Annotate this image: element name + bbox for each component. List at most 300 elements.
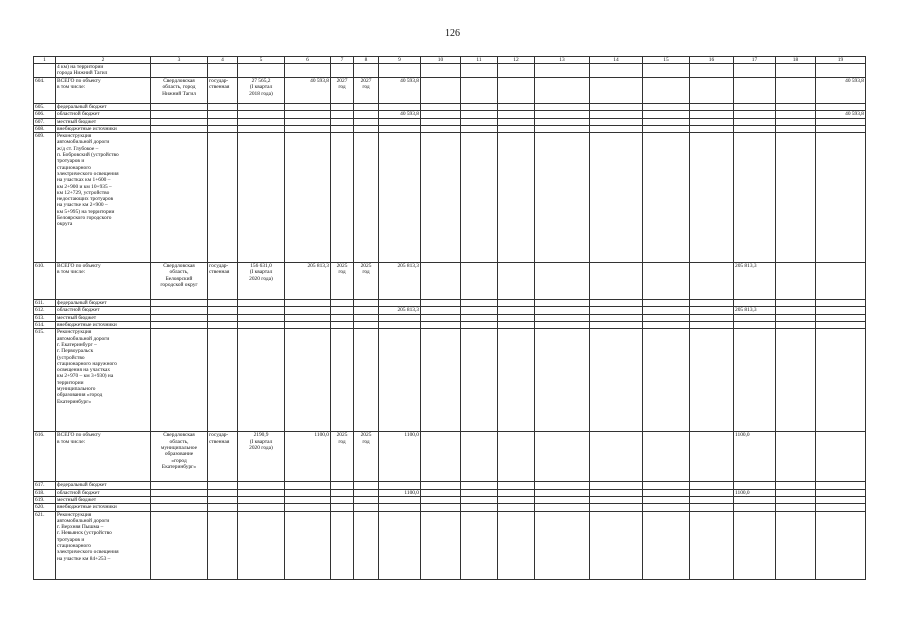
table-cell xyxy=(535,104,590,111)
column-header: 6 xyxy=(285,57,331,64)
table-cell xyxy=(379,125,421,132)
table-cell xyxy=(151,300,208,307)
table-cell xyxy=(208,104,238,111)
table-cell xyxy=(461,263,498,300)
table-cell xyxy=(461,329,498,432)
table-cell xyxy=(461,133,498,263)
table-cell xyxy=(734,64,776,78)
table-cell xyxy=(498,307,535,314)
table-row xyxy=(34,111,866,118)
table-cell: 4 км) на территории города Нижний Тагил xyxy=(56,64,151,78)
table-row xyxy=(34,64,866,78)
table-cell xyxy=(776,307,816,314)
table-cell xyxy=(421,125,461,132)
table-cell xyxy=(498,482,535,489)
table-cell xyxy=(776,432,816,482)
table-cell xyxy=(354,118,379,125)
table-cell xyxy=(208,125,238,132)
table-cell xyxy=(461,78,498,104)
table-cell xyxy=(208,111,238,118)
table-cell xyxy=(34,64,56,78)
table-cell xyxy=(379,322,421,329)
table-cell xyxy=(285,314,331,321)
table-cell xyxy=(238,322,285,329)
table-cell: 205 813,3 xyxy=(734,307,776,314)
table-cell xyxy=(690,104,734,111)
table-cell: Свердловская область, муниципальное образование «город Екатеринбург» xyxy=(151,432,208,482)
table-cell xyxy=(238,64,285,78)
table-cell xyxy=(285,496,331,503)
table-cell xyxy=(421,314,461,321)
table-cell xyxy=(776,496,816,503)
table-cell xyxy=(421,322,461,329)
table-cell: ВСЕГО по объекту в том числе: xyxy=(56,263,151,300)
table-cell xyxy=(498,125,535,132)
table-cell: 27 565,2 (I квартал 2018 года) xyxy=(238,78,285,104)
table-cell xyxy=(421,104,461,111)
table-cell: 1100,0 xyxy=(379,489,421,496)
table-cell xyxy=(776,329,816,432)
table-cell xyxy=(461,496,498,503)
table-cell xyxy=(590,511,643,579)
table-cell xyxy=(151,111,208,118)
table-cell xyxy=(354,329,379,432)
table-cell xyxy=(643,125,690,132)
table-row xyxy=(34,496,866,503)
table-cell xyxy=(421,111,461,118)
table-cell xyxy=(331,489,354,496)
table-row xyxy=(34,300,866,307)
table-row xyxy=(34,511,866,579)
table-cell xyxy=(354,111,379,118)
table-cell: 2027 год xyxy=(354,78,379,104)
table-cell xyxy=(461,482,498,489)
table-cell xyxy=(379,118,421,125)
table-cell xyxy=(354,482,379,489)
table-cell xyxy=(285,322,331,329)
table-cell xyxy=(461,111,498,118)
table-cell xyxy=(285,307,331,314)
table-cell xyxy=(379,64,421,78)
table-cell xyxy=(776,125,816,132)
table-cell xyxy=(461,307,498,314)
table-cell xyxy=(535,511,590,579)
table-cell xyxy=(776,118,816,125)
table-cell xyxy=(208,329,238,432)
table-row xyxy=(34,78,866,104)
column-header: 7 xyxy=(331,57,354,64)
column-header: 9 xyxy=(379,57,421,64)
table-cell xyxy=(421,329,461,432)
table-cell xyxy=(690,78,734,104)
table-cell xyxy=(498,104,535,111)
table-cell xyxy=(331,322,354,329)
table-cell xyxy=(734,300,776,307)
table-cell xyxy=(690,307,734,314)
table-cell xyxy=(590,133,643,263)
table-row xyxy=(34,133,866,263)
table-cell xyxy=(535,329,590,432)
table-cell xyxy=(354,511,379,579)
table-cell xyxy=(734,329,776,432)
table-cell xyxy=(535,489,590,496)
table-cell xyxy=(421,504,461,511)
table-cell: государ- ственная xyxy=(208,263,238,300)
table-cell xyxy=(590,111,643,118)
table-cell: 615. xyxy=(34,329,56,432)
table-cell xyxy=(285,482,331,489)
table-cell: 606. xyxy=(34,111,56,118)
column-header: 2 xyxy=(56,57,151,64)
column-header: 17 xyxy=(734,57,776,64)
table-cell xyxy=(238,496,285,503)
table-cell xyxy=(643,300,690,307)
table-cell xyxy=(535,263,590,300)
table-cell xyxy=(590,104,643,111)
table-cell xyxy=(535,133,590,263)
table-cell xyxy=(151,118,208,125)
table-cell xyxy=(535,322,590,329)
table-cell xyxy=(816,133,866,263)
table-cell: Свердловская область, город Нижний Тагил xyxy=(151,78,208,104)
table-cell xyxy=(151,133,208,263)
table-cell xyxy=(379,314,421,321)
table-cell xyxy=(643,78,690,104)
table-cell xyxy=(690,314,734,321)
table-cell: внебюджетные источники xyxy=(56,504,151,511)
table-cell xyxy=(734,111,776,118)
table-row xyxy=(34,118,866,125)
table-cell xyxy=(151,322,208,329)
table-cell xyxy=(690,300,734,307)
table-cell xyxy=(816,118,866,125)
table-cell xyxy=(238,125,285,132)
table-cell xyxy=(354,104,379,111)
table-cell: 620. xyxy=(34,504,56,511)
table-cell xyxy=(354,322,379,329)
table-row xyxy=(34,329,866,432)
table-cell xyxy=(379,104,421,111)
table-cell xyxy=(461,125,498,132)
table-cell: 156 631,0 (I квартал 2020 года) xyxy=(238,263,285,300)
table-cell: 2025 год xyxy=(354,263,379,300)
table-cell xyxy=(535,300,590,307)
table-cell xyxy=(776,78,816,104)
table-cell xyxy=(816,322,866,329)
table-cell: 2025 год xyxy=(331,432,354,482)
table-cell xyxy=(643,504,690,511)
table-cell xyxy=(690,482,734,489)
table-cell xyxy=(535,482,590,489)
table-cell xyxy=(151,329,208,432)
table-cell xyxy=(331,307,354,314)
table-cell xyxy=(421,118,461,125)
table-cell xyxy=(461,300,498,307)
table-cell xyxy=(816,329,866,432)
table-cell: 1100,0 xyxy=(379,432,421,482)
table-cell xyxy=(690,496,734,503)
table-cell xyxy=(690,432,734,482)
table-cell xyxy=(535,111,590,118)
table-cell xyxy=(421,300,461,307)
table-cell: 616. xyxy=(34,432,56,482)
table-cell xyxy=(816,64,866,78)
table-cell xyxy=(690,489,734,496)
table-cell xyxy=(238,133,285,263)
table-cell xyxy=(643,496,690,503)
table-cell xyxy=(816,482,866,489)
column-header: 4 xyxy=(208,57,238,64)
table-cell xyxy=(643,133,690,263)
table-cell xyxy=(238,489,285,496)
table-cell xyxy=(461,322,498,329)
table-cell xyxy=(776,263,816,300)
table-cell xyxy=(535,504,590,511)
table-cell: 605. xyxy=(34,104,56,111)
table-cell xyxy=(734,78,776,104)
table-cell xyxy=(498,78,535,104)
table-row xyxy=(34,125,866,132)
table-cell xyxy=(354,496,379,503)
table-cell xyxy=(690,329,734,432)
table-cell xyxy=(331,496,354,503)
table-cell: 205 813,3 xyxy=(285,263,331,300)
table-cell: 617. xyxy=(34,482,56,489)
table-cell xyxy=(285,64,331,78)
table-cell xyxy=(643,263,690,300)
table-cell xyxy=(354,314,379,321)
page-number: 126 xyxy=(445,28,460,39)
table-row xyxy=(34,314,866,321)
column-header: 3 xyxy=(151,57,208,64)
table-cell xyxy=(535,432,590,482)
table-cell: Реконструкция автомобильной дороги г. Верхняя Пышма – г. Невьянск (устройство тротуаров и стационарного электрического освещения на участке км 84+253 – xyxy=(56,511,151,579)
table-cell xyxy=(331,118,354,125)
table-cell xyxy=(331,504,354,511)
table-cell xyxy=(590,64,643,78)
table-cell xyxy=(590,432,643,482)
table-cell xyxy=(776,314,816,321)
table-cell xyxy=(776,111,816,118)
table-cell xyxy=(151,489,208,496)
table-cell xyxy=(776,133,816,263)
table-cell xyxy=(590,125,643,132)
table-cell: 619. xyxy=(34,496,56,503)
table-cell: 205 813,3 xyxy=(379,307,421,314)
table-cell: ВСЕГО по объекту в том числе: xyxy=(56,432,151,482)
table-cell: ВСЕГО по объекту в том числе: xyxy=(56,78,151,104)
table-cell xyxy=(816,432,866,482)
table-cell: Реконструкция автомобильной дороги г. Екатеринбург – г. Первоуральск (устройство стационарного наружного освещения на участках км 2+970 – км 3+930) на территории муниципального образования «город Екатеринбург» xyxy=(56,329,151,432)
table-cell xyxy=(421,482,461,489)
table-cell xyxy=(734,104,776,111)
table-cell: 40 593,8 xyxy=(379,111,421,118)
table-cell xyxy=(208,118,238,125)
table-cell xyxy=(816,300,866,307)
table-cell xyxy=(643,64,690,78)
table-cell xyxy=(421,496,461,503)
column-header: 16 xyxy=(690,57,734,64)
table-cell xyxy=(208,64,238,78)
table-cell: 613. xyxy=(34,314,56,321)
table-cell: Реконструкция автомобильной дороги ж/д ст. Глубокое – п. Бобровский (устройство тротуаров и стационарного электрического освещения на участках км 1+600 – км 2+900 и км 10+935 – км 12+729, устройство недостающих тротуаров на участке км 2+900 – км 5+995) на территории Белоярского городского округа xyxy=(56,133,151,263)
table-cell xyxy=(590,482,643,489)
table-cell xyxy=(238,504,285,511)
column-header: 8 xyxy=(354,57,379,64)
table-cell xyxy=(331,64,354,78)
table-cell xyxy=(461,504,498,511)
table-cell xyxy=(498,64,535,78)
table-cell: внебюджетные источники xyxy=(56,125,151,132)
table-cell xyxy=(421,511,461,579)
table-cell xyxy=(498,511,535,579)
table-row xyxy=(34,322,866,329)
table-cell: 205 813,3 xyxy=(734,263,776,300)
table-cell xyxy=(238,118,285,125)
table-cell xyxy=(535,125,590,132)
table-cell xyxy=(151,104,208,111)
table-cell xyxy=(690,111,734,118)
table-cell xyxy=(498,300,535,307)
table-cell: 607. xyxy=(34,118,56,125)
table-cell xyxy=(776,64,816,78)
table-cell xyxy=(690,263,734,300)
table-cell xyxy=(776,482,816,489)
table-cell xyxy=(331,300,354,307)
table-cell xyxy=(643,118,690,125)
table-cell: 40 593,8 xyxy=(379,78,421,104)
table-cell xyxy=(734,511,776,579)
table-cell xyxy=(331,314,354,321)
table-cell: 40 593,8 xyxy=(816,111,866,118)
table-cell xyxy=(285,133,331,263)
table-cell xyxy=(285,125,331,132)
table-cell xyxy=(643,432,690,482)
table-cell xyxy=(208,496,238,503)
table-cell xyxy=(331,329,354,432)
column-header: 19 xyxy=(816,57,866,64)
table-cell xyxy=(151,307,208,314)
table-cell xyxy=(590,78,643,104)
table-cell xyxy=(776,104,816,111)
table-cell xyxy=(535,78,590,104)
table-cell xyxy=(379,504,421,511)
table-cell xyxy=(208,133,238,263)
table-cell xyxy=(816,496,866,503)
table-cell xyxy=(421,133,461,263)
table-cell xyxy=(151,504,208,511)
table-cell xyxy=(151,511,208,579)
table-cell xyxy=(535,118,590,125)
column-header: 5 xyxy=(238,57,285,64)
table-cell xyxy=(421,307,461,314)
table-cell: областной бюджет xyxy=(56,111,151,118)
table-cell: Свердловская область, Белоярский городской округ xyxy=(151,263,208,300)
table-cell xyxy=(285,329,331,432)
table-cell xyxy=(590,496,643,503)
table-cell: федеральный бюджет xyxy=(56,482,151,489)
table-cell xyxy=(238,511,285,579)
table-cell: местный бюджет xyxy=(56,496,151,503)
column-header: 11 xyxy=(461,57,498,64)
table-cell xyxy=(354,300,379,307)
table-cell xyxy=(285,504,331,511)
table-cell xyxy=(590,329,643,432)
table-cell xyxy=(690,322,734,329)
table-cell xyxy=(690,125,734,132)
table-cell xyxy=(590,322,643,329)
table-cell: 614. xyxy=(34,322,56,329)
table-cell xyxy=(331,125,354,132)
table-row xyxy=(34,263,866,300)
table-cell xyxy=(285,104,331,111)
table-cell xyxy=(816,314,866,321)
table-cell xyxy=(734,118,776,125)
table-cell xyxy=(816,307,866,314)
table-cell xyxy=(498,329,535,432)
table-cell xyxy=(151,125,208,132)
table-cell xyxy=(535,314,590,321)
table-cell: областной бюджет xyxy=(56,489,151,496)
table-cell xyxy=(498,111,535,118)
table-cell xyxy=(421,78,461,104)
table-cell xyxy=(734,482,776,489)
table-cell xyxy=(208,482,238,489)
table-cell: внебюджетные источники xyxy=(56,322,151,329)
table-cell: федеральный бюджет xyxy=(56,104,151,111)
table-cell xyxy=(354,133,379,263)
table-cell xyxy=(734,504,776,511)
table-cell xyxy=(461,118,498,125)
table-cell: 2025 год xyxy=(354,432,379,482)
column-header: 13 xyxy=(535,57,590,64)
table-cell: 1100,0 xyxy=(285,432,331,482)
table-cell xyxy=(208,300,238,307)
table-cell xyxy=(498,133,535,263)
table-cell xyxy=(535,64,590,78)
table-cell xyxy=(151,482,208,489)
table-cell: 609. xyxy=(34,133,56,263)
table-cell xyxy=(208,322,238,329)
table-cell xyxy=(643,482,690,489)
table-cell xyxy=(354,64,379,78)
table-cell: местный бюджет xyxy=(56,314,151,321)
table-cell: 40 593,8 xyxy=(816,78,866,104)
table-cell xyxy=(379,482,421,489)
table-cell xyxy=(816,511,866,579)
table-cell xyxy=(816,104,866,111)
table-cell xyxy=(461,64,498,78)
table-cell xyxy=(151,64,208,78)
column-header-row xyxy=(34,57,866,64)
table-cell xyxy=(690,64,734,78)
table-cell xyxy=(690,133,734,263)
table-cell xyxy=(590,118,643,125)
table-cell xyxy=(238,104,285,111)
table-cell: 2190,9 (I квартал 2020 года) xyxy=(238,432,285,482)
table-cell xyxy=(643,104,690,111)
table-cell: 611. xyxy=(34,300,56,307)
table-cell xyxy=(643,307,690,314)
table-cell xyxy=(461,104,498,111)
table-cell xyxy=(461,432,498,482)
table-cell xyxy=(498,504,535,511)
table-cell xyxy=(331,133,354,263)
table-cell xyxy=(238,314,285,321)
table-cell xyxy=(535,496,590,503)
table-cell xyxy=(535,307,590,314)
table-cell xyxy=(776,489,816,496)
